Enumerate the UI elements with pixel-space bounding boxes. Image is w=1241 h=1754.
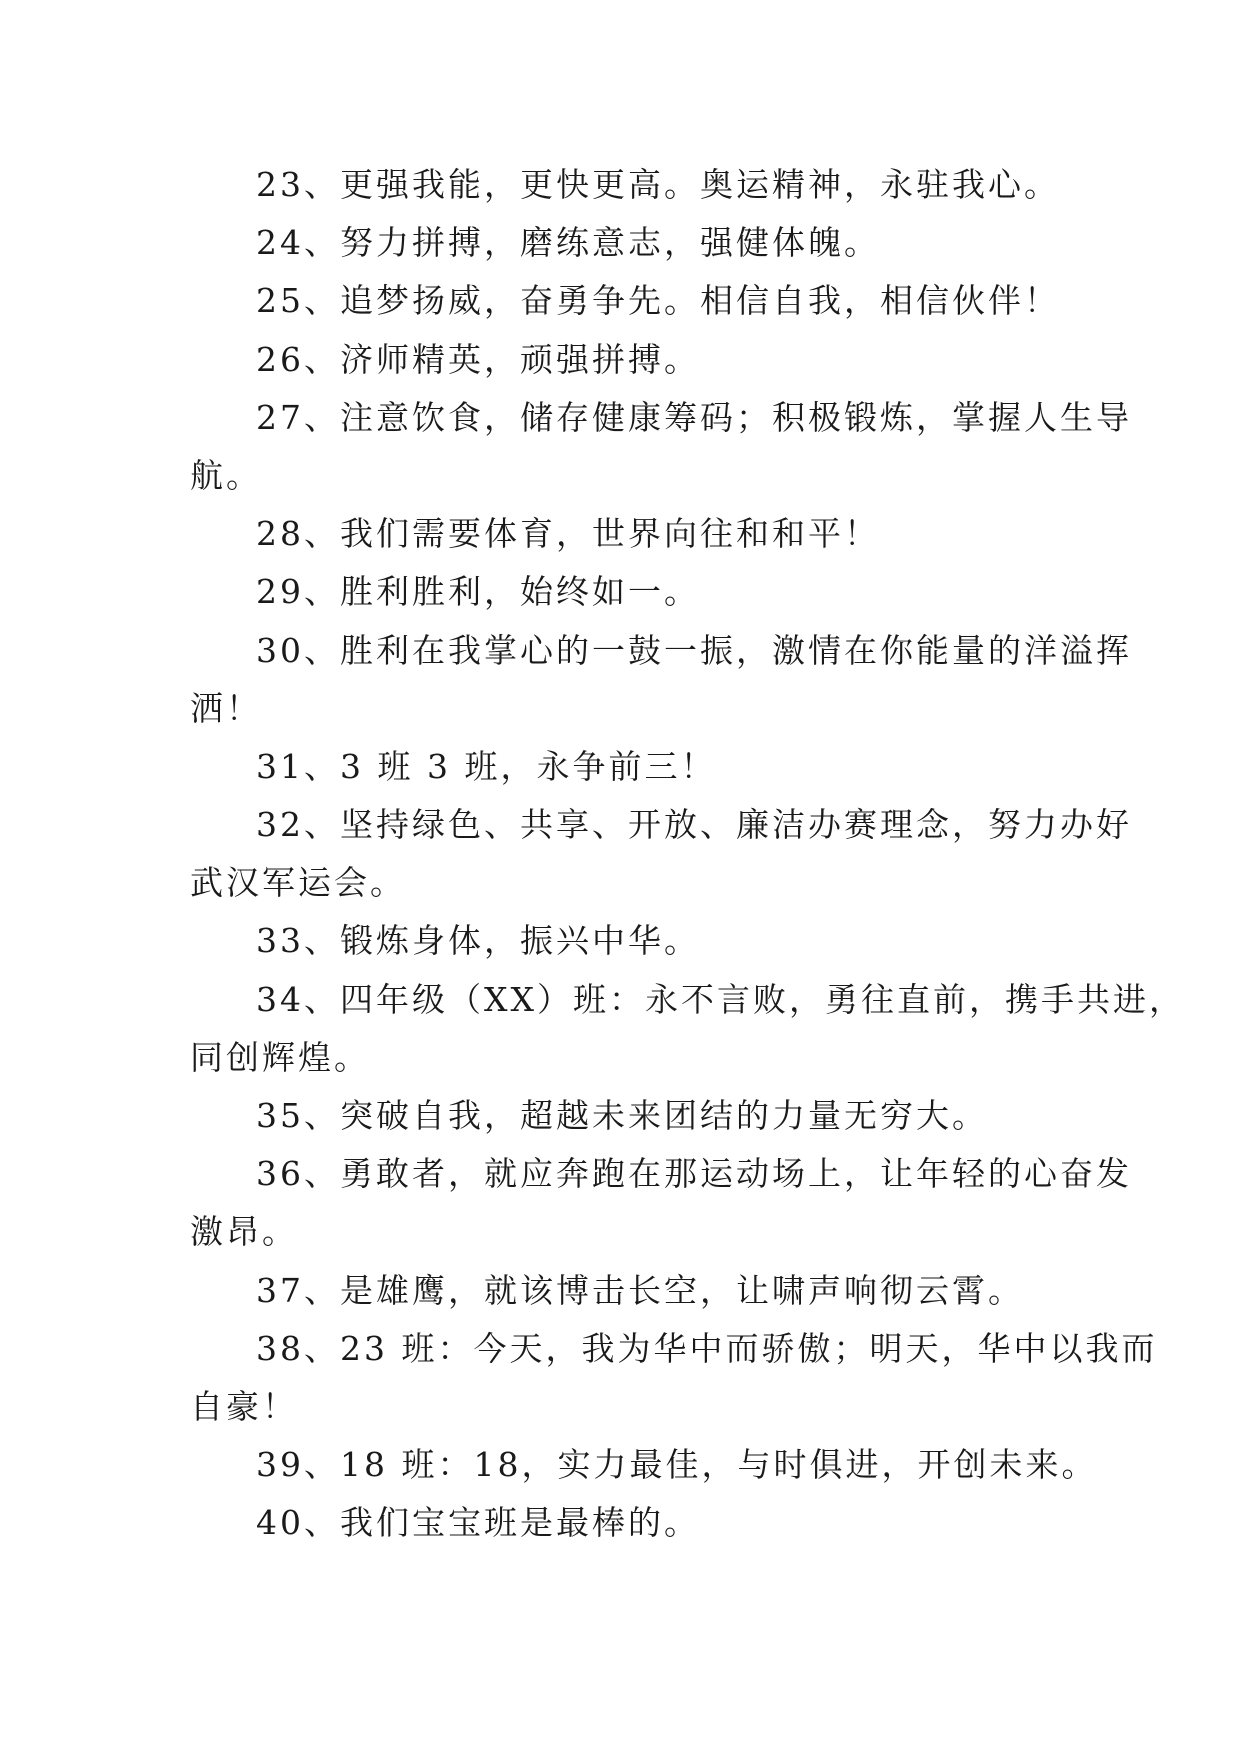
list-item-38-continuation: 自豪！ [190,1386,298,1426]
list-item-40: 40、我们宝宝班是最棒的。 [256,1503,700,1543]
list-item-24: 24、努力拼搏，磨练意志，强健体魄。 [256,223,880,263]
list-item-38: 38、23 班：今天，我为华中而骄傲；明天，华中以我而 [256,1328,1158,1368]
list-item-30: 30、胜利在我掌心的一鼓一振，激情在你能量的洋溢挥 [256,630,1132,670]
list-item-28: 28、我们需要体育，世界向往和和平！ [256,514,880,554]
list-item-35: 35、突破自我，超越未来团结的力量无穷大。 [256,1096,988,1135]
list-item-32-continuation: 武汉军运会。 [190,863,406,903]
list-item-30-continuation: 洒！ [190,688,262,728]
list-item-25: 25、追梦扬威，奋勇争先。相信自我，相信伙伴！ [256,281,1060,321]
list-item-39: 39、18 班：18，实力最佳，与时俱进，开创未来。 [256,1445,1098,1485]
list-item-27: 27、注意饮食，储存健康筹码；积极锻炼，掌握人生导 [256,397,1132,437]
list-item-29: 29、胜利胜利，始终如一。 [256,572,700,612]
list-item-34: 34、四年级（XX）班：永不言败，勇往直前，携手共进， [256,979,1185,1019]
list-item-34-continuation: 同创辉煌。 [190,1037,370,1077]
list-item-37: 37、是雄鹰，就该博击长空，让啸声响彻云霄。 [256,1270,1024,1310]
list-item-27-continuation: 航。 [190,455,262,495]
slogan-list [190,156,1185,1553]
list-item-32: 32、坚持绿色、共享、开放、廉洁办赛理念，努力办好 [256,805,1132,845]
list-item-36-continuation: 激昂。 [190,1212,298,1252]
list-item-26: 26、济师精英，顽强拼搏。 [256,339,700,379]
list-item-23: 23、更强我能，更快更高。奥运精神，永驻我心。 [256,165,1060,204]
list-item-33: 33、锻炼身体，振兴中华。 [256,921,700,961]
list-item-36: 36、勇敢者，就应奔跑在那运动场上，让年轻的心奋发 [256,1154,1132,1194]
list-item-31: 31、3 班 3 班，永争前三！ [256,746,717,786]
